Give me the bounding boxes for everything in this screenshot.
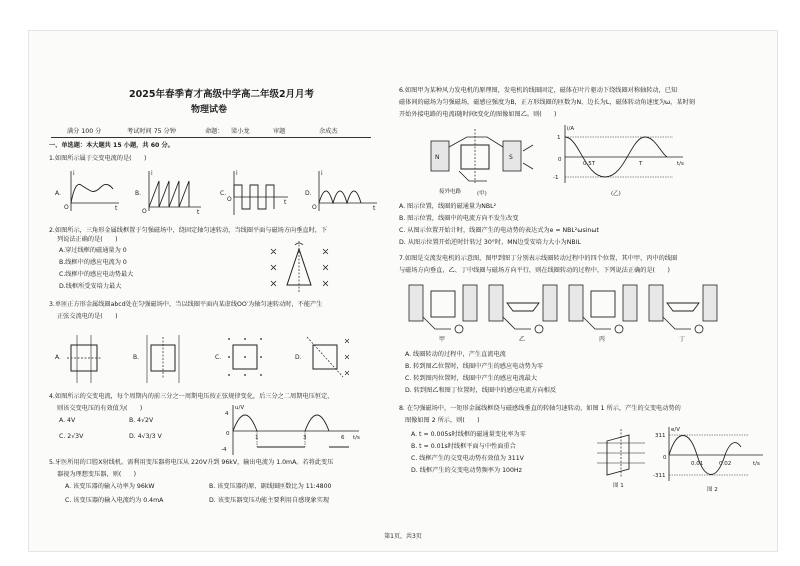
svg-text:S: S	[509, 154, 513, 161]
q5-option-d: D. 该变压器变压功能主要利用自感现象实现	[209, 497, 330, 504]
q6-figure-generator	[429, 123, 539, 197]
q6-option-a: A. 图示位置，线圈的磁通量为NBL²	[399, 203, 497, 210]
svg-text:4: 4	[225, 411, 229, 417]
svg-text:C.: C.	[220, 190, 227, 197]
q4-option-c: C. 2√3V	[59, 433, 84, 440]
q2-option-a: A.穿过线框的磁通量为 0	[59, 247, 127, 254]
q1-figures	[51, 167, 381, 219]
q7-figure-ding	[649, 285, 717, 343]
svg-text:图 1: 图 1	[613, 483, 624, 489]
q7-figures	[405, 281, 725, 345]
q2-stem-line1: 2.如图所示，三角形金属线框置于匀强磁场中，绕固定轴匀速转动，当线圈平面与磁场方向垂直时，下	[49, 227, 328, 234]
q7-figure-jia	[409, 285, 477, 343]
q6-figure-current-graph	[549, 123, 689, 197]
meta-author-label: 命题：	[205, 128, 224, 135]
meta-full-score: 满分 100 分	[67, 128, 102, 135]
svg-text:t: t	[197, 209, 200, 216]
q4-stem-line2: 则该交变电压的有效值为( )	[57, 405, 143, 412]
svg-text:-311: -311	[653, 473, 666, 479]
svg-text:1: 1	[255, 435, 259, 441]
svg-text:甲: 甲	[439, 336, 446, 343]
q4-option-d: D. 4√3/3 V	[129, 433, 162, 440]
q5-option-b: B. 该变压器的原、副线圈匝数比为 11:4800	[209, 483, 332, 490]
q7-option-c: C. 转到图丙位置时，线圈中产生的感应电流最大	[405, 375, 538, 382]
svg-text:i: i	[236, 170, 238, 177]
svg-text:t: t	[284, 199, 287, 206]
q8-option-d: D. 线框产生的交变电动势频率为 100Hz	[411, 467, 522, 474]
q3-stem-line2: 正弦交流电的是( )	[57, 313, 118, 320]
q4-option-b: B. 4√2V	[129, 417, 154, 424]
q8-stem-line2: 图像如图 2 所示，则( )	[405, 417, 480, 424]
exam-title: 2025年春季育才高级中学高二年级2月月考	[129, 89, 315, 100]
q6-stem-line1: 6.如图甲为某种风力发电机的原理图，发电机的线圈固定，磁体在叶片驱动下绕线圈对称轴转动，已知	[399, 87, 678, 94]
q3-figure-a	[55, 335, 101, 383]
svg-text:D.: D.	[305, 190, 312, 197]
q7-option-b: B. 转到图乙位置时，线圈中产生的感应电动势为零	[405, 363, 544, 370]
svg-text:-4: -4	[221, 447, 227, 453]
svg-text:N: N	[435, 154, 440, 161]
q8-option-b: B. t = 0.01s时线框平面与中性面重合	[411, 443, 516, 450]
svg-text:-1: -1	[553, 175, 559, 181]
q4-option-a: A. 4V	[59, 417, 76, 424]
q2-option-b: B.线框中的感应电流为 0	[59, 259, 127, 266]
q3-stem-line1: 3.单匝正方形金属线圈abcd处在匀强磁场中，当以线圈平面内某虚线OO′为轴匀速转动时，不能产生	[49, 301, 323, 308]
svg-text:0: 0	[226, 431, 230, 437]
svg-text:6: 6	[341, 435, 345, 441]
q2-option-c: C.线框中的感应电动势最大	[59, 271, 134, 278]
svg-text:t/s: t/s	[677, 161, 684, 167]
q8-option-a: A. t = 0.005s时线框的磁通量变化率为零	[411, 431, 526, 438]
svg-text:O: O	[64, 204, 69, 211]
q6-option-c: C. 从图示位置开始计时，线圈产生的电动势的表达式为e = NBL²ωsinωt	[399, 227, 599, 234]
svg-text:311: 311	[655, 433, 666, 439]
svg-text:乙: 乙	[519, 336, 526, 343]
q6-option-b: B. 图示位置，线圈中的电流方向不发生改变	[399, 215, 519, 222]
svg-text:丙: 丙	[599, 336, 606, 343]
svg-text:u/V: u/V	[235, 405, 245, 411]
section-heading: 一、单选题：本大题共 15 小题，共 60 分。	[49, 142, 174, 149]
svg-text:O: O	[312, 204, 317, 211]
svg-text:t: t	[373, 205, 376, 212]
meta-reviewer-label: 审题	[273, 128, 286, 135]
svg-text:(甲): (甲)	[477, 191, 487, 197]
q1-figure-d	[305, 170, 377, 212]
q7-option-a: A. 线圈转动的过程中，产生直流电流	[405, 351, 506, 358]
svg-text:i: i	[321, 170, 323, 177]
q1-figure-c	[220, 170, 288, 215]
meta-author: 梁小龙	[231, 128, 250, 135]
svg-text:0.5T: 0.5T	[583, 161, 596, 167]
q3-figure-c	[215, 338, 262, 376]
q8-figure-1-frame	[595, 427, 647, 491]
q7-stem-line2: 与磁场方向垂直，乙、丁中线圈与磁场方向平行，则在线圈转动的过程中，下列说法正确的是( )	[399, 267, 670, 274]
q3-figure-b	[133, 335, 179, 383]
q3-figure-d	[295, 337, 349, 377]
exam-sheet	[28, 30, 778, 552]
svg-text:B.: B.	[133, 354, 140, 361]
q5-stem-line2: 器视为理想变压器，则( )	[57, 471, 137, 478]
svg-text:0.02: 0.02	[719, 461, 732, 467]
q1-figure-b	[135, 170, 201, 216]
q3-figures	[53, 331, 363, 385]
q7-figure-bing	[569, 285, 637, 343]
svg-text:O: O	[142, 208, 147, 215]
q6-stem-line3: 开始外接电路的电流i随时间t变化的图像如图乙。则( )	[399, 111, 557, 118]
q4-stem-line1: 4.如图所示的交变电流，每个周期内的前三分之一周期电压按正弦规律变化，后三分之二周期电压恒定，	[49, 393, 334, 400]
svg-text:0: 0	[663, 455, 667, 461]
svg-text:i/A: i/A	[567, 126, 575, 132]
svg-text:丁: 丁	[679, 336, 686, 343]
meta-duration: 考试时间 75 分钟	[127, 128, 176, 135]
q7-stem-line1: 7.如图是交流发电机的示意图，图甲到图丁分别表示线圈转动过程中的四个位置，其中甲、丙中的线圈	[399, 255, 678, 262]
svg-text:T: T	[639, 161, 643, 167]
svg-text:t: t	[115, 205, 118, 212]
q2-option-d: D.线框所受安培力最大	[59, 283, 122, 290]
svg-text:D.: D.	[295, 354, 302, 361]
svg-text:t/s: t/s	[353, 435, 360, 441]
svg-text:1: 1	[557, 135, 561, 141]
svg-text:图 2: 图 2	[707, 487, 718, 493]
svg-text:0: 0	[558, 157, 562, 163]
svg-text:接外电路: 接外电路	[439, 189, 462, 195]
q7-option-d: D. 转到图乙和图丁位置时，线圈中的感应电流方向相反	[405, 387, 557, 394]
q8-stem-line1: 8. 在匀强磁场中，一矩形金属线框绕与磁感线垂直的转轴匀速转动，如图 1 所示，产生的交变电动势的	[399, 405, 681, 412]
svg-text:i: i	[151, 170, 153, 177]
q5-option-c: C. 该变压器的输入电流约为 0.4mA	[65, 497, 164, 504]
svg-text:i: i	[73, 170, 75, 177]
q6-stem-line2: 磁体间的磁场为匀强磁场，磁感应强度为B，正方形线圈的匝数为N、边长为L，磁体转动角速度为ω，某时刻	[399, 99, 695, 106]
q5-option-a: A. 该变压器的输入功率为 96kW	[65, 483, 155, 490]
q8-option-c: C. 线框产生的交变电动势有效值为 311V	[411, 455, 524, 462]
q4-voltage-graph	[219, 403, 369, 459]
page-footer: 第1页，共3页	[384, 533, 422, 540]
q6-option-d: D. 从图示位置开始逆时针转过 30°时，MN边受安培力大小为NBIL	[399, 239, 581, 246]
svg-text:O: O	[227, 196, 232, 203]
svg-text:t/s: t/s	[753, 461, 760, 467]
header-divider	[51, 137, 371, 138]
q8-figure-2-emf-graph	[653, 425, 771, 495]
svg-text:(乙): (乙)	[611, 191, 621, 197]
q2-stem-line2: 列说法正确的是( )	[57, 236, 118, 243]
svg-text:A.: A.	[55, 190, 61, 197]
svg-text:A.: A.	[55, 354, 61, 361]
q5-stem-line1: 5.牙医所用的口腔X射线机。需利用变压器将电压从 220V升到 96kV，输出电流为 1.0mA。若将此变压	[49, 459, 334, 466]
svg-text:B.: B.	[135, 190, 142, 197]
svg-text:3: 3	[303, 435, 307, 441]
exam-subtitle: 物理试卷	[191, 105, 228, 115]
svg-text:e/V: e/V	[671, 427, 680, 433]
meta-reviewer: 余成杰	[319, 128, 338, 135]
q7-figure-yi	[489, 285, 557, 343]
q1-stem: 1.如图所示属于交变电流的是( )	[49, 155, 147, 162]
svg-text:C.: C.	[215, 354, 222, 361]
svg-text:0.01: 0.01	[691, 461, 704, 467]
q2-figure-triangle-frame	[267, 239, 333, 295]
q1-figure-a	[55, 170, 119, 212]
